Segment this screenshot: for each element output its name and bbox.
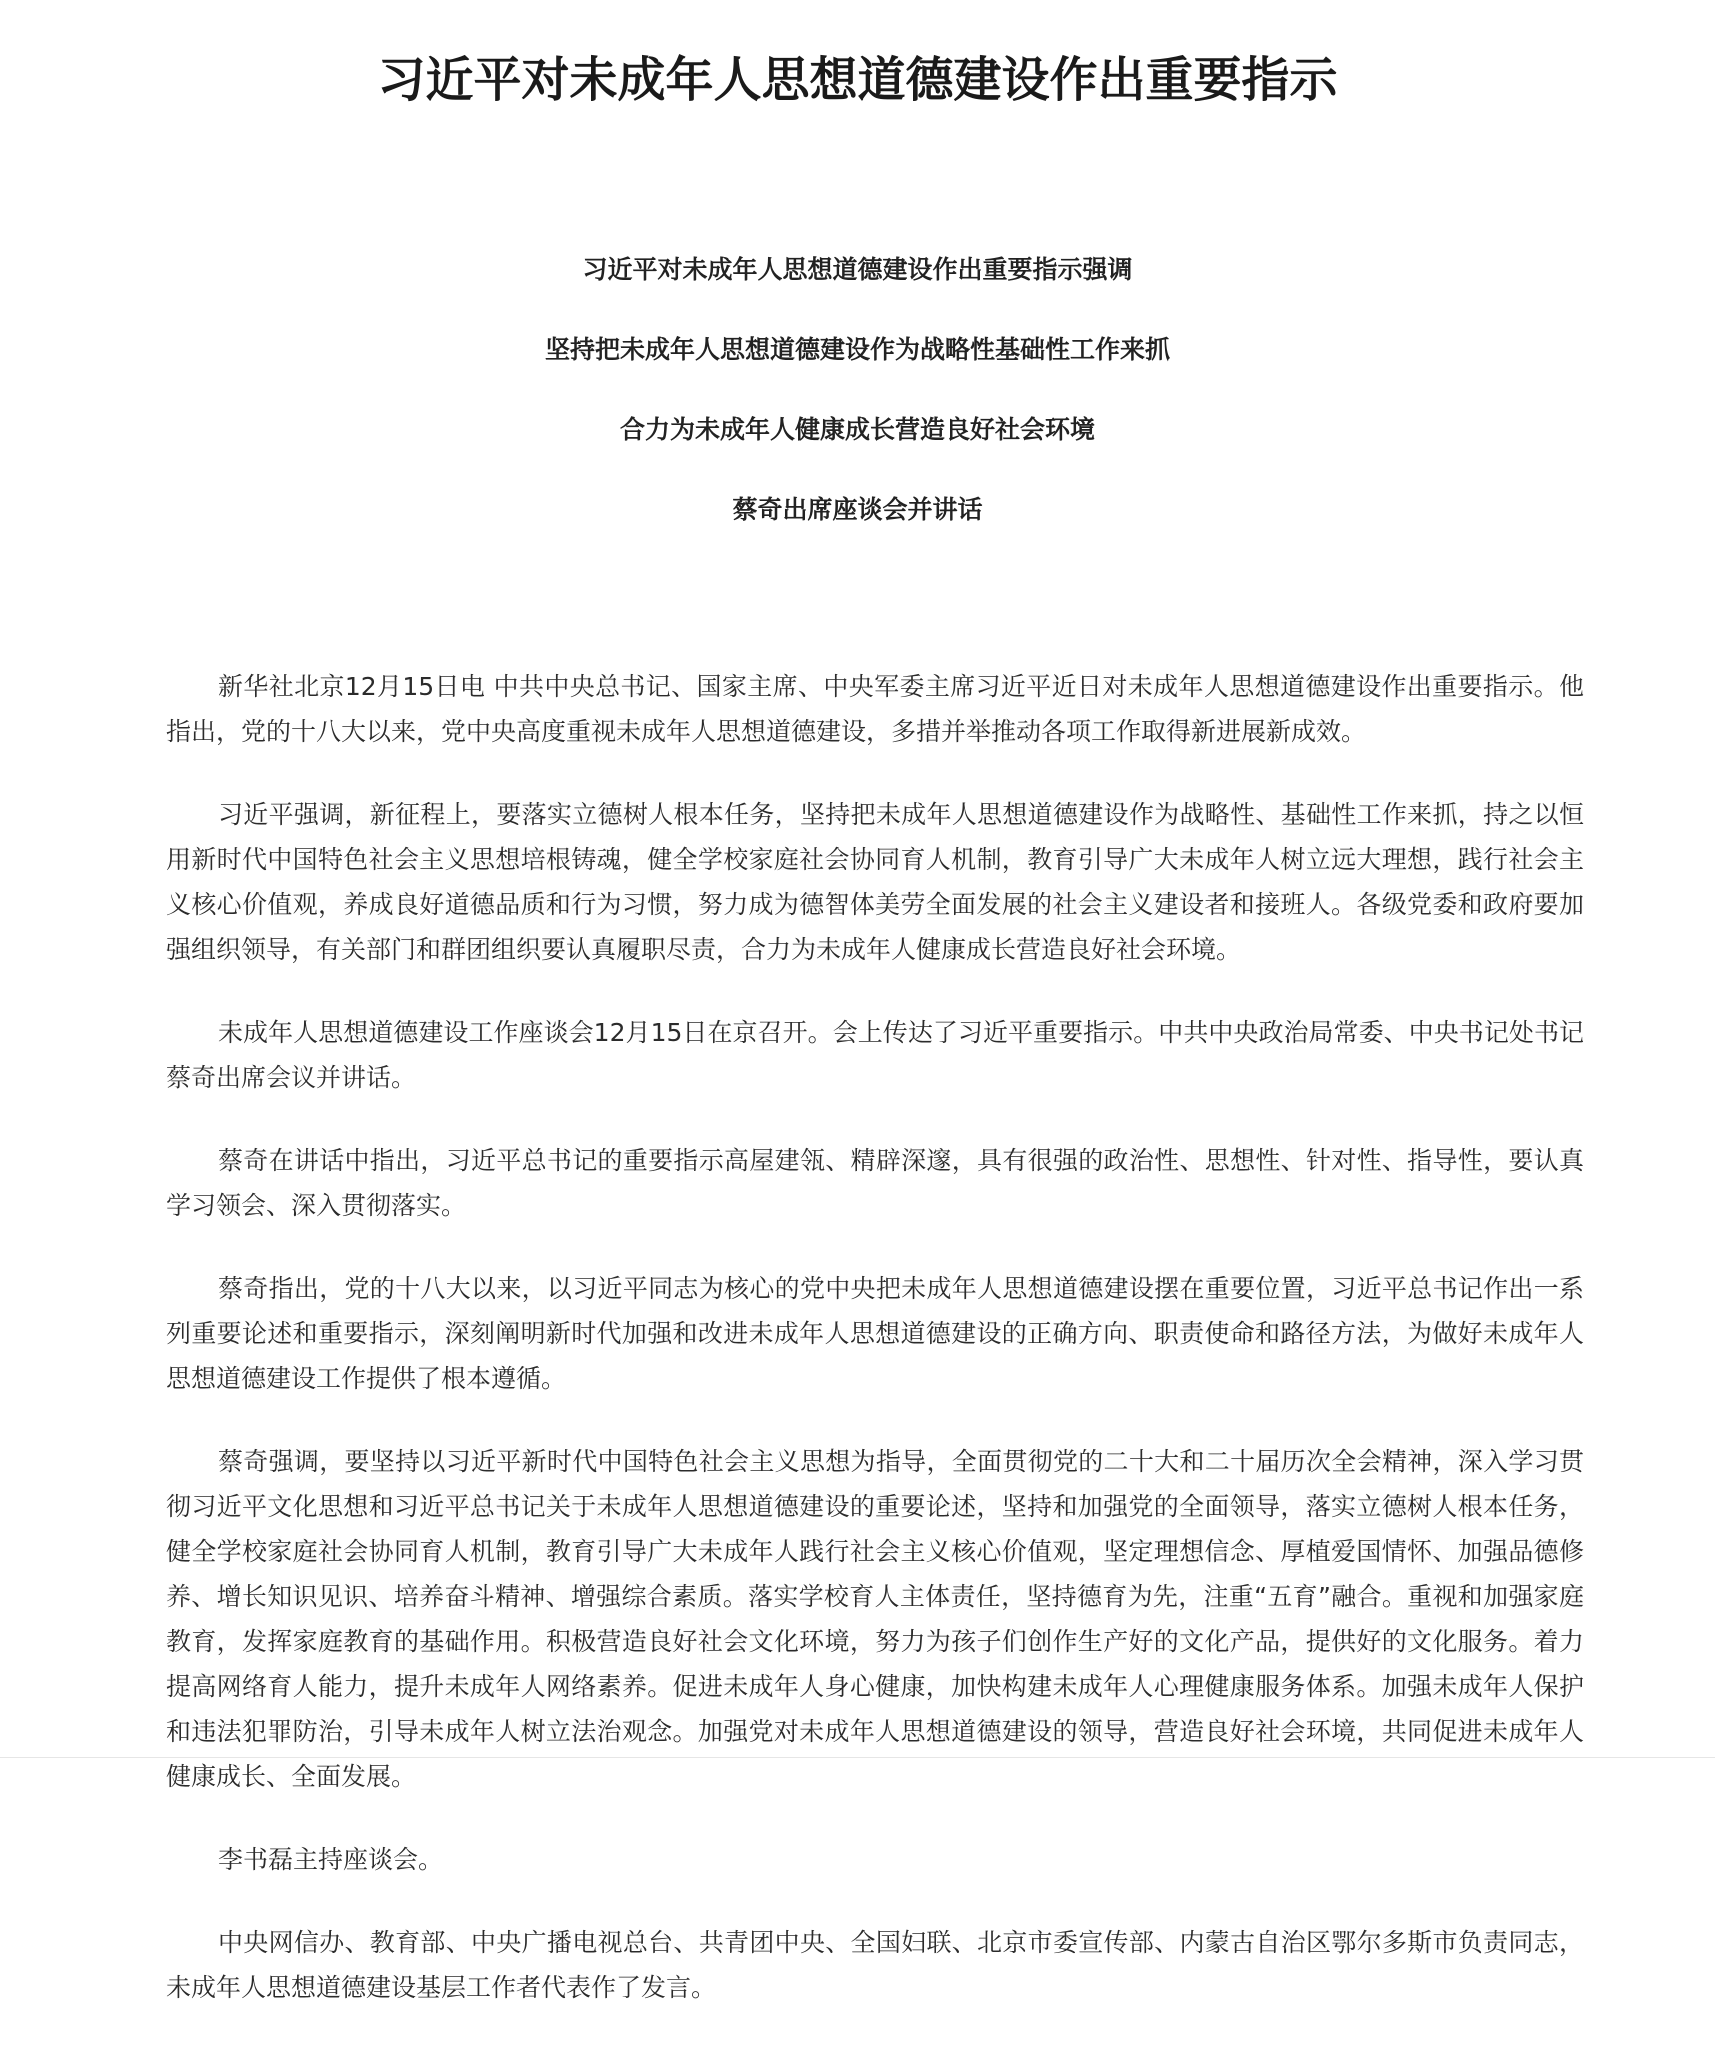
article-paragraph: 习近平强调，新征程上，要落实立德树人根本任务，坚持把未成年人思想道德建设作为战略性、基础性工作来抓，持之以恒用新时代中国特色社会主义思想培根铸魂，健全学校家庭社会协同育人机制，教育引导广大未成年人树立远大理想，践行社会主义核心价值观，养成良好道德品质和行为习惯，努力成为德智体美劳全面发展的社会主义建设者和接班人。各级党委和政府要加强组织领导，有关部门和群团组织要认真履职尽责，合力为未成年人健康成长营造良好社会环境。 [166, 800, 1584, 964]
page-title: 习近平对未成年人思想道德建设作出重要指示 [377, 52, 1338, 108]
article-paragraph: 未成年人思想道德建设工作座谈会12月15日在京召开。会上传达了习近平重要指示。中共中央政治局常委、中央书记处书记蔡奇出席会议并讲话。 [166, 1018, 1584, 1092]
subtitle-line: 蔡奇出席座谈会并讲话 [732, 495, 983, 524]
article-paragraph: 李书磊主持座谈会。 [218, 1845, 444, 1874]
article-paragraph: 蔡奇强调，要坚持以习近平新时代中国特色社会主义思想为指导，全面贯彻党的二十大和二十届历次全会精神，深入学习贯彻习近平文化思想和习近平总书记关于未成年人思想道德建设的重要论述，坚持和加强党的全面领导，落实立德树人根本任务，健全学校家庭社会协同育人机制，教育引导广大未成年人践行社会主义核心价值观，坚定理想信念、厚植爱国情怀、加强品德修养、增长知识见识、培养奋斗精神、增强综合素质。落实学校育人主体责任，坚持德育为先，注重“五育”融合。重视和加强家庭教育，发挥家庭教育的基础作用。积极营造良好社会文化环境，努力为孩子们创作生产好的文化产品，提供好的文化服务。着力提高网络育人能力，提升未成年人网络素养。促进未成年人身心健康，加快构建未成年人心理健康服务体系。加强未成年人保护和违法犯罪防治，引导未成年人树立法治观念。加强党对未成年人思想道德建设的领导，营造良好社会环境，共同促进未成年人健康成长、全面发展。 [166, 1447, 1584, 1791]
subtitle-line: 合力为未成年人健康成长营造良好社会环境 [619, 415, 1095, 444]
article-body [166, 664, 1584, 2048]
article-paragraph: 中央网信办、教育部、中央广播电视总台、共青团中央、全国妇联、北京市委宣传部、内蒙古自治区鄂尔多斯市负责同志，未成年人思想道德建设基层工作者代表作了发言。 [166, 1928, 1584, 2002]
subtitle-block [0, 250, 1715, 570]
article-paragraph: 新华社北京12月15日电 中共中央总书记、国家主席、中央军委主席习近平近日对未成年人思想道德建设作出重要指示。他指出，党的十八大以来，党中央高度重视未成年人思想道德建设，多措并举推动各项工作取得新进展新成效。 [166, 672, 1584, 746]
section-divider [0, 1757, 1715, 1758]
subtitle-line: 坚持把未成年人思想道德建设作为战略性基础性工作来抓 [544, 335, 1170, 364]
subtitle-line: 习近平对未成年人思想道德建设作出重要指示强调 [582, 255, 1133, 284]
article-paragraph: 蔡奇在讲话中指出，习近平总书记的重要指示高屋建瓴、精辟深邃，具有很强的政治性、思想性、针对性、指导性，要认真学习领会、深入贯彻落实。 [166, 1146, 1584, 1220]
article-paragraph: 蔡奇指出，党的十八大以来，以习近平同志为核心的党中央把未成年人思想道德建设摆在重要位置，习近平总书记作出一系列重要论述和重要指示，深刻阐明新时代加强和改进未成年人思想道德建设的正确方向、职责使命和路径方法，为做好未成年人思想道德建设工作提供了根本遵循。 [166, 1274, 1584, 1393]
